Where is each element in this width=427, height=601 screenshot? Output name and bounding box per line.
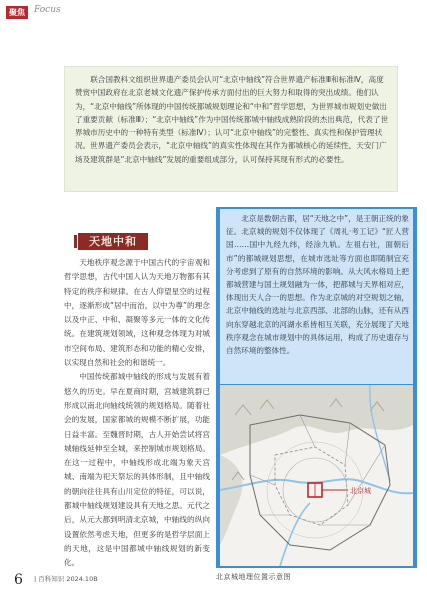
map-city-label: 北京城 [350, 487, 371, 495]
page-header [0, 0, 427, 24]
section-title: 天地中和 [78, 233, 148, 250]
sidebar-text-panel [220, 209, 413, 384]
sidebar-box [216, 207, 417, 568]
body-paragraph: 天地秩序观念源于中国古代的宇宙观和哲学思想，古代中国人认为天地万物都有其特定的秩序和规律。在古人仰望星空的过程中，逐渐形成“居中而治，以中为尊”的理念以及中正、中和、凝聚等多元一体的文化传统。在建筑规划领域，这种观念体现为对城市空间布局、建筑形态和功能的精心安排，以实现自然和社会的和谐统一。 [64, 258, 210, 368]
column-subtitle: Focus [34, 5, 61, 15]
intro-paragraph: 联合国教科文组织世界遗产委员会认可“北京中轴线”符合世界遗产标准Ⅲ和标准Ⅳ，高度赞赏中国政府在北京老城文化遗产保护传承方面付出的巨大努力和取得的突出成绩。他们认为，“北京中轴线”所体现的中国传统都城规划理论和“中和”哲学思想，为世界城市规划史做出了重要贡献（标准Ⅲ）；“北京中轴线”作为中国传统都城中轴线成熟阶段的杰出典范，代表了世界城市历史中的一种特有类型（标准Ⅳ）；认可“北京中轴线”的完整性、真实性和保护管理状况。世界遗产委员会表示，“北京中轴线”的真实性体现在其作为都城核心的延续性，天安门广场及建筑群是“北京中轴线”发展的重要组成部分，认可保持其现有形式的必要性。 [75, 75, 389, 164]
column-tag: 聚焦 [6, 6, 28, 19]
left-column [64, 256, 210, 571]
map-graphic [220, 385, 413, 566]
page-footer [14, 569, 98, 588]
intro-box [64, 66, 398, 192]
magazine-issue: | 百科知识 2024.10B [34, 575, 98, 583]
body-paragraph: 中国传统都城中轴线的形成与发展有着悠久的历史。早在夏商时期，宫城建筑群已形成以南北向轴线统领的规划格局。随着社会的发展，国家都城的规模不断扩展，功能日益丰富。至魏晋时期，古人开始尝试将宫城轴线延伸至全城，来控制城市规划格局。在这一过程中，中轴线形成北端为象天宫城、南端为祀天祭坛的具体形制，且中轴线的朝向往往具有山川定位的特征，可以说，都城中轴线规划建设具有天地之思。元代之后，从元大都到明清北京城，中轴线的纵向设置依然考虑天地，但更多的是哲学层面上的天地，这是中国都城中轴线规划的新变化。 [64, 372, 210, 568]
beijing-map [220, 385, 413, 566]
sidebar-paragraph: 北京是数朝古都，居“天地之中”，是王朝正统的象征。北京城的规划不仅体现了《周礼·考工记》“匠人营国……国中九经九纬，经涂九轨。左祖右社，面朝后市”的都城规划思想，在城市选址等方面也即随制宜充分考虑到了原有的自然环境的影响。从大风水格局上把都城营建与国土规划融为一体，把都城与天界相对应，体现出天人合一的思想。作为北京城的对空规划之轴，北京中轴线的选址与北京西部、北部的山脉，还有从西向东穿越北京的河湖水系皆相互关联，充分展现了天地秩序观念在城市规划中的具体运用，构成了历史遗存与自然环境的整体性。 [226, 214, 409, 356]
page-number: 6 [14, 572, 23, 588]
map-caption: 北京城地理位置示意图 [216, 573, 291, 581]
